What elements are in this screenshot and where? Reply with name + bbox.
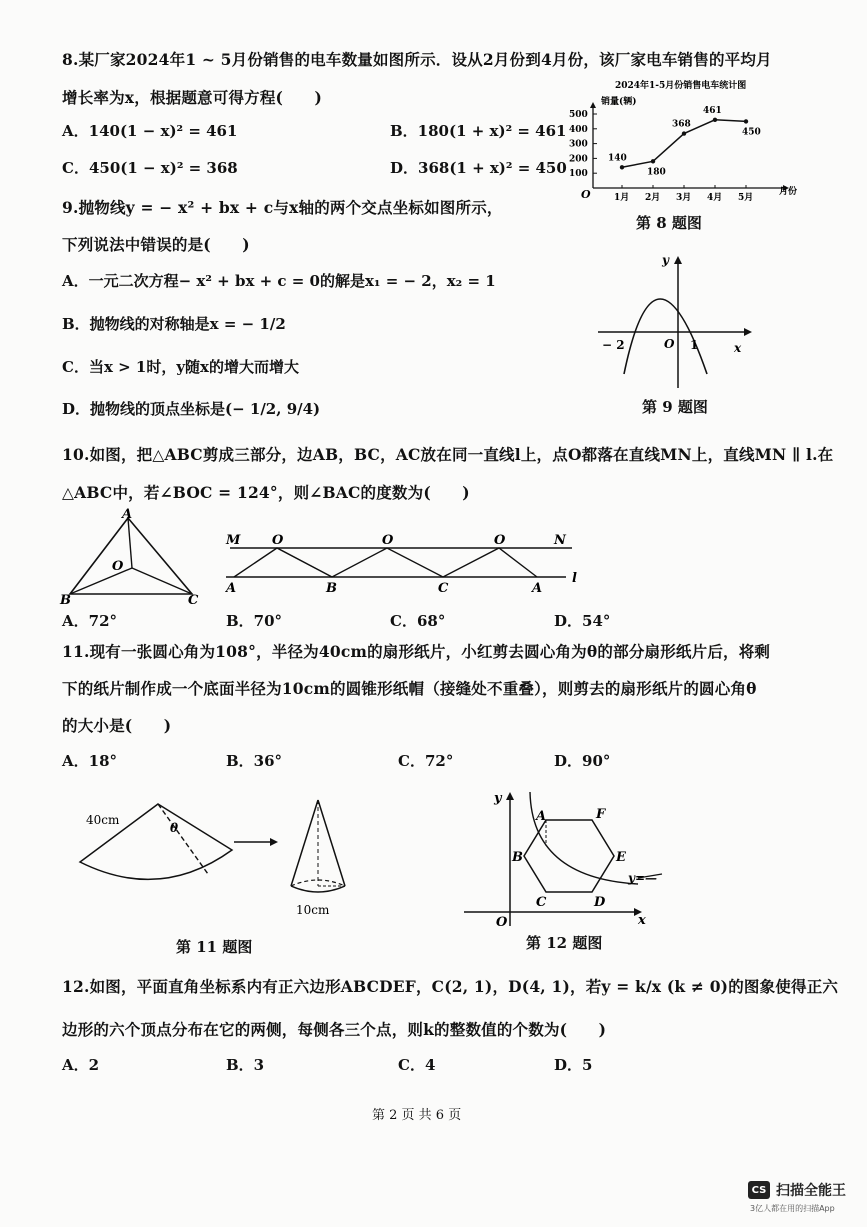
q8-sales-line-chart xyxy=(563,76,803,206)
q12-option-d: D．5 xyxy=(554,1056,593,1074)
chart-data-label: 368 xyxy=(672,119,691,130)
q12-label-d: D xyxy=(594,895,606,910)
chart-xtick-label: 1月 xyxy=(614,193,630,203)
q10-label-b: B xyxy=(60,593,71,608)
q11-stem-line2: 下的纸片制作成一个底面半径为10cm的圆锥形纸帽（接缝处不重叠），则剪去的扇形纸片的圆心角θ xyxy=(62,679,757,698)
q10-zigzag xyxy=(234,548,537,577)
page-footer: 第 2 页 共 6 页 xyxy=(372,1108,462,1123)
q11-cone-left xyxy=(291,800,318,886)
q11-option-d: D．90° xyxy=(554,752,611,770)
q9-x-label: x xyxy=(734,341,742,355)
q9-x-arrow xyxy=(744,328,752,336)
q9-option-c: C．当x > 1时，y随x的增大而增大 xyxy=(62,358,299,376)
chart-data-point xyxy=(713,118,717,122)
q11-cut-line xyxy=(158,804,208,874)
q10-label-c: C xyxy=(438,581,449,596)
q12-hexagon-figure xyxy=(462,786,672,930)
q10-label-o1: O xyxy=(272,533,284,548)
chart-xlabel: 月份 xyxy=(779,187,798,197)
chart-xtick-label: 5月 xyxy=(738,193,754,203)
chart-data-point xyxy=(651,159,655,163)
chart-data-label: 140 xyxy=(608,153,627,164)
q12-stem-line2: 边形的六个顶点分布在它的两侧，每侧各三个点，则k的整数值的个数为( ) xyxy=(62,1020,607,1039)
chart-y-arrow-icon xyxy=(590,102,596,108)
q11-arrow xyxy=(232,836,280,848)
q11-cone-base-front xyxy=(291,886,345,892)
scanner-logo xyxy=(748,1180,846,1200)
q9-option-a: A．一元二次方程− x² + bx + c = 0的解是x₁ = − 2，x₂ = 1 xyxy=(62,272,496,290)
q12-origin: O xyxy=(496,915,508,930)
chart-ytick-label: 400 xyxy=(569,124,588,135)
q10-option-b: B．70° xyxy=(226,612,283,630)
chart-ytick-label: 100 xyxy=(569,169,588,180)
q10-label-a1: A xyxy=(226,581,237,596)
q11-option-a: A．18° xyxy=(62,752,118,770)
q11-theta-label: θ xyxy=(170,821,179,835)
q12-y-label: y xyxy=(494,791,502,806)
q11-figure-caption: 第 11 题图 xyxy=(176,938,253,956)
chart-data-point xyxy=(682,131,686,135)
q10-label-b: B xyxy=(326,581,337,596)
q11-stem-line3: 的大小是( ) xyxy=(62,716,172,735)
q12-option-c: C．4 xyxy=(398,1056,436,1074)
scanner-name: 扫描全能王 xyxy=(776,1183,846,1199)
q9-stem-line2: 下列说法中错误的是( ) xyxy=(62,235,250,254)
q11-stem-line1: 11.现有一张圆心角为108°，半径为40cm的扇形纸片，小红剪去圆心角为θ的部分扇形纸片后，将剩 xyxy=(62,642,771,661)
q11-sector-figure xyxy=(74,796,244,890)
chart-ytick-label: 200 xyxy=(569,154,588,165)
q8-option-c: C．450(1 − x)² = 368 xyxy=(62,159,238,177)
q8-figure-caption: 第 8 题图 xyxy=(636,214,702,232)
q10-label-a: A xyxy=(122,507,133,522)
q10-triangle-figure xyxy=(56,506,206,610)
chart-title: 2024年1-5月份销售电车统计图 xyxy=(615,81,747,91)
q10-stem-line2: △ABC中，若∠BOC = 124°，则∠BAC的度数为( ) xyxy=(62,483,470,502)
q9-y-arrow xyxy=(674,256,682,264)
q10-stem-line1: 10.如图，把△ABC剪成三部分，边AB，BC，AC放在同一直线l上，点O都落在直线MN上，直线MN ∥ l.在 xyxy=(62,445,834,464)
q12-curve-label: y=— xyxy=(628,871,658,885)
chart-data-label: 180 xyxy=(647,167,666,178)
q10-label-o3: O xyxy=(494,533,506,548)
chart-xtick-label: 4月 xyxy=(707,193,723,203)
q12-figure-caption: 第 12 题图 xyxy=(526,934,603,952)
q10-line-figure xyxy=(220,526,590,598)
q8-option-b: B．180(1 + x)² = 461 xyxy=(390,122,567,140)
q10-label-l: l xyxy=(572,571,577,586)
q12-label-b: B xyxy=(512,850,523,865)
q11-base-label: 10cm xyxy=(296,903,330,917)
q9-root-1: 1 xyxy=(690,338,699,352)
q12-label-c: C xyxy=(536,895,547,910)
q9-option-d: D．抛物线的顶点坐标是(− 1/2, 9/4) xyxy=(62,400,321,418)
q10-seg-2 xyxy=(277,548,332,577)
q11-option-b: B．36° xyxy=(226,752,283,770)
q10-seg-ao xyxy=(128,518,132,568)
q11-cone-figure xyxy=(286,796,356,920)
q12-y-arrow xyxy=(506,792,514,800)
q12-option-a: A．2 xyxy=(62,1056,100,1074)
q12-option-b: B．3 xyxy=(226,1056,265,1074)
q9-origin: O xyxy=(664,337,675,351)
q10-label-a2: A xyxy=(532,581,543,596)
chart-origin-label: O xyxy=(581,188,591,201)
q8-stem-line2: 增长率为x，根据题意可得方程( ) xyxy=(62,88,323,107)
q10-seg-co xyxy=(132,568,192,594)
q8-option-d: D．368(1 + x)² = 450 xyxy=(390,159,567,177)
q12-stem-line1: 12.如图，平面直角坐标系内有正六边形ABCDEF，C(2, 1)，D(4, 1)，若y = k/x (k ≠ 0)的图象使得正六 xyxy=(62,977,839,996)
chart-xtick-label: 2月 xyxy=(645,193,661,203)
q11-option-c: C．72° xyxy=(398,752,454,770)
q10-label-c: C xyxy=(188,593,199,608)
q11-radius-label: 40cm xyxy=(86,813,120,827)
q11-cone-right xyxy=(318,800,345,886)
q12-label-f: F xyxy=(596,807,606,822)
q12-x-label: x xyxy=(638,913,646,928)
q10-label-o2: O xyxy=(382,533,394,548)
chart-xtick-label: 3月 xyxy=(676,193,692,203)
chart-ytick-label: 500 xyxy=(569,110,588,120)
chart-ylabel: 销量(辆) xyxy=(601,97,637,107)
q9-parabola-figure xyxy=(592,252,762,392)
scanner-badge-icon: CS xyxy=(748,1181,770,1199)
chart-data-point xyxy=(620,165,624,169)
q9-y-label: y xyxy=(662,253,669,267)
q12-label-e: E xyxy=(616,850,626,865)
scanner-tagline: 3亿人都在用的扫描App xyxy=(750,1204,835,1213)
q10-label-m: M xyxy=(226,533,241,548)
q9-stem-line1: 9.抛物线y = − x² + bx + c与x轴的两个交点坐标如图所示， xyxy=(62,198,503,217)
chart-data-label: 450 xyxy=(742,127,761,138)
q8-option-a: A．140(1 − x)² = 461 xyxy=(62,122,238,140)
q10-label-n: N xyxy=(554,533,566,548)
q12-label-a: A xyxy=(536,809,547,824)
chart-data-point xyxy=(744,119,748,123)
q9-figure-caption: 第 9 题图 xyxy=(642,398,708,416)
q10-option-a: A．72° xyxy=(62,612,118,630)
q10-option-c: C．68° xyxy=(390,612,446,630)
q9-root-neg2: − 2 xyxy=(602,338,625,352)
q9-option-b: B．抛物线的对称轴是x = − 1/2 xyxy=(62,315,286,333)
q10-option-d: D．54° xyxy=(554,612,611,630)
chart-ytick-label: 300 xyxy=(569,139,588,150)
q8-stem-line1: 8.某厂家2024年1 ~ 5月份销售的电车数量如图所示．设从2月份到4月份，该厂家电车销售的平均月 xyxy=(62,50,772,69)
q10-label-o: O xyxy=(112,559,124,574)
chart-data-label: 461 xyxy=(703,105,722,116)
